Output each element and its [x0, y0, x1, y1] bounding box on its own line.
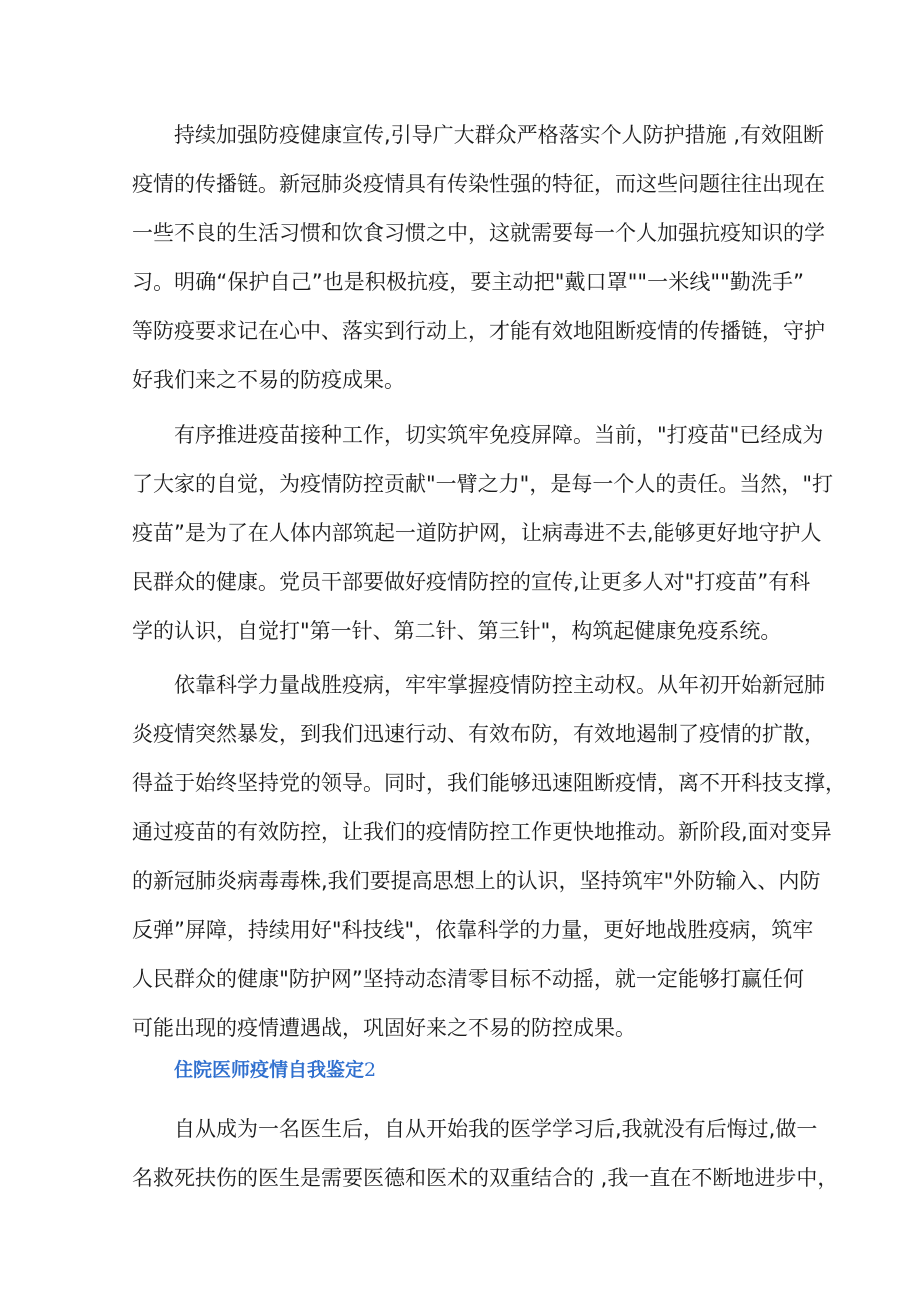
paragraph-line: 一些不良的生活习惯和饮食习惯之中，这就需要每一个人加强抗疫知识的学 [132, 221, 825, 245]
section-heading [174, 1052, 376, 1088]
paragraph-epidemic-publicity [132, 111, 825, 405]
section-heading-text: 住院医师疫情自我鉴定 [174, 1059, 365, 1081]
paragraph-line: 得益于始终坚持党的领导。同时，我们能够迅速阻断疫情，离不开科技支撑， [132, 771, 846, 795]
paragraph-line: 反弹”屏障，持续用好"科技线"，依靠科学的力量，更好地战胜疫病，筑牢 [132, 918, 814, 942]
paragraph-line: 有序推进疫苗接种工作，切实筑牢免疫屏障。当前，"打疫苗"已经成为 [174, 423, 824, 447]
paragraph-line: 可能出现的疫情遭遇战，巩固好来之不易的防控成果。 [132, 1016, 636, 1040]
paragraph-line: 疫情的传播链。新冠肺炎疫情具有传染性强的特征，而这些问题往往出现在 [132, 172, 825, 196]
paragraph-line: 的新冠肺炎病毒毒株,我们要提高思想上的认识，坚持筑牢"外防输入、内防 [132, 869, 821, 893]
paragraph-science-power [132, 661, 846, 1053]
paragraph-line: 民群众的健康。党员干部要做好疫情防控的宣传,让更多人对"打疫苗”有科 [132, 570, 811, 594]
paragraph-line: 了大家的自觉，为疫情防控贡献"一臂之力"，是每一个人的责任。当然，"打 [132, 472, 833, 496]
section-heading-number: 2 [364, 1059, 377, 1081]
paragraph-line: 学的认识，自觉打"第一针、第二针、第三针"，构筑起健康免疫系统。 [132, 619, 782, 643]
paragraph-line: 人民群众的健康"防护网”坚持动态清零目标不动摇，就一定能够打赢任何 [132, 967, 804, 991]
paragraph-line: 疫苗”是为了在人体内部筑起一道防护网，让病毒进不去,能够更好地守护人 [132, 521, 822, 545]
paragraph-line: 通过疫苗的有效防控，让我们的疫情防控工作更快地推动。新阶段,面对变异 [132, 820, 832, 844]
paragraph-line: 依靠科学力量战胜疫病，牢牢掌握疫情防控主动权。从年初开始新冠肺 [174, 673, 825, 697]
paragraph-line: 好我们来之不易的防疫成果。 [132, 368, 405, 392]
paragraph-line: 自从成为一名医生后，自从开始我的医学学习后,我就没有后悔过,做一 [174, 1117, 818, 1141]
paragraph-line: 持续加强防疫健康宣传,引导广大群众严格落实个人防护措施 ,有效阻断 [174, 123, 825, 147]
paragraph-line: 名救死扶伤的医生是需要医德和医术的双重结合的 ,我一直在不断地进步中， [132, 1166, 839, 1190]
paragraph-line: 等防疫要求记在心中、落实到行动上，才能有效地阻断疫情的传播链，守护 [132, 319, 825, 343]
paragraph-self-appraisal [132, 1105, 839, 1203]
paragraph-line: 习。明确“保护自己”也是积极抗疫，要主动把"戴口罩""一米线""勤洗手” [132, 270, 804, 294]
paragraph-vaccination [132, 411, 833, 656]
paragraph-line: 炎疫情突然暴发，到我们迅速行动、有效布防，有效地遏制了疫情的扩散， [132, 722, 825, 746]
